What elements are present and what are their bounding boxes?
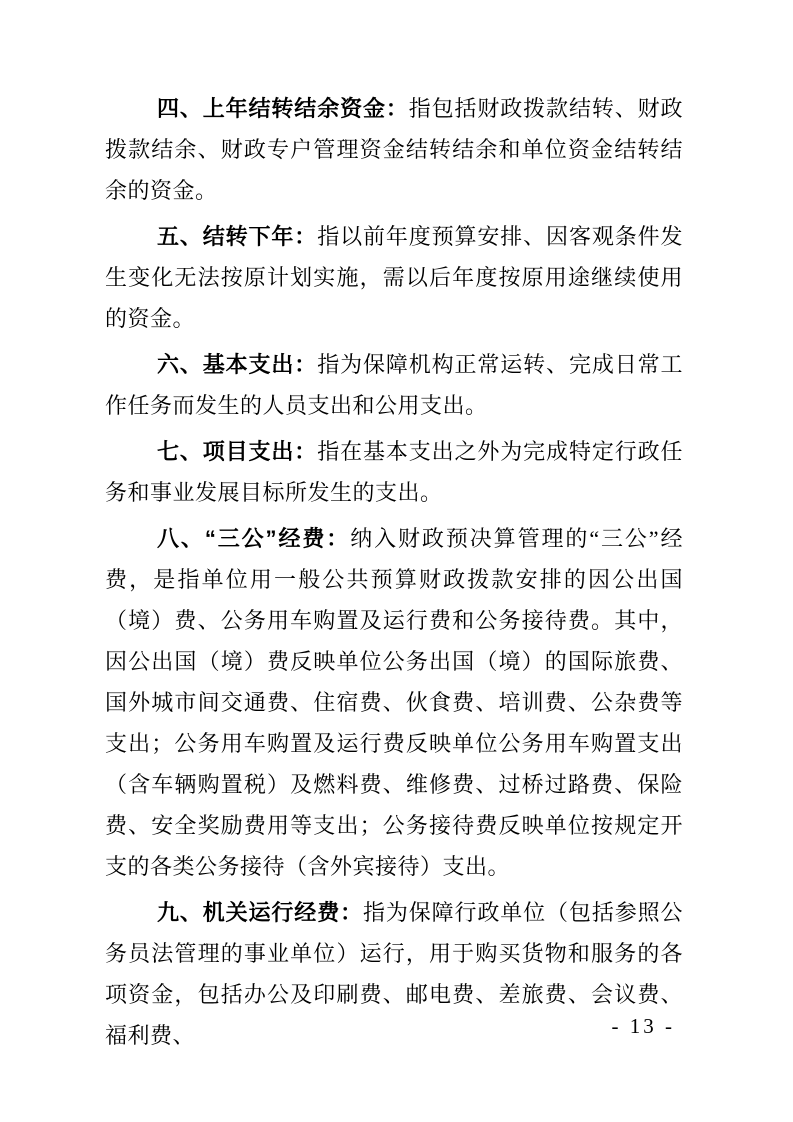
paragraph-text: 指包括财政拨款结转、财政拨款结余、财政专户管理资金结转结余和单位资金结转结余的资金。 [105, 96, 683, 203]
paragraph-lead: 四、上年结转结余资金： [157, 96, 409, 121]
page-number: - 13 - [611, 1014, 675, 1038]
paragraph-text: 指为保障行政单位（包括参照公务员法管理的事业单位）运行，用于购买货物和服务的各项资金，包括办公及印刷费、邮电费、差旅费、会议费、福利费、 [105, 900, 683, 1048]
paragraph-carryover-funds [105, 88, 683, 211]
document-body [105, 88, 683, 1061]
paragraph-lead: 七、项目支出： [157, 439, 318, 464]
paragraph-lead: 五、结转下年： [157, 224, 318, 249]
paragraph-basic-expenditure [105, 344, 683, 426]
paragraph-lead: 六、基本支出： [157, 352, 318, 377]
paragraph-text: 纳入财政预决算管理的“三公”经费，是指单位用一般公共预算财政拨款安排的因公出国（境）费、公务用车购置及运行费和公务接待费。其中，因公出国（境）费反映单位公务出国（境）的国际旅费、国外城市间交通费、住宿费、伙食费、培训费、公杂费等支出；公务用车购置及运行费反映单位公务用车购置支出（含车辆购置税）及燃料费、维修费、过桥过路费、保险费、安全奖励费用等支出；公务接待费反映单位按规定开支的各类公务接待（含外宾接待）支出。 [105, 526, 683, 879]
paragraph-text: 指以前年度预算安排、因客观条件发生变化无法按原计划实施，需以后年度按原用途继续使用的资金。 [105, 224, 683, 331]
paragraph-agency-operating-funds [105, 892, 683, 1056]
paragraph-carry-to-next-year [105, 216, 683, 339]
paragraph-lead: 九、机关运行经费： [157, 900, 363, 925]
paragraph-text: 指在基本支出之外为完成特定行政任务和事业发展目标所发生的支出。 [105, 439, 683, 505]
paragraph-three-public-funds [105, 518, 683, 887]
paragraph-lead: 八、“三公”经费： [157, 526, 351, 551]
paragraph-text: 指为保障机构正常运转、完成日常工作任务而发生的人员支出和公用支出。 [105, 352, 683, 418]
paragraph-project-expenditure [105, 431, 683, 513]
